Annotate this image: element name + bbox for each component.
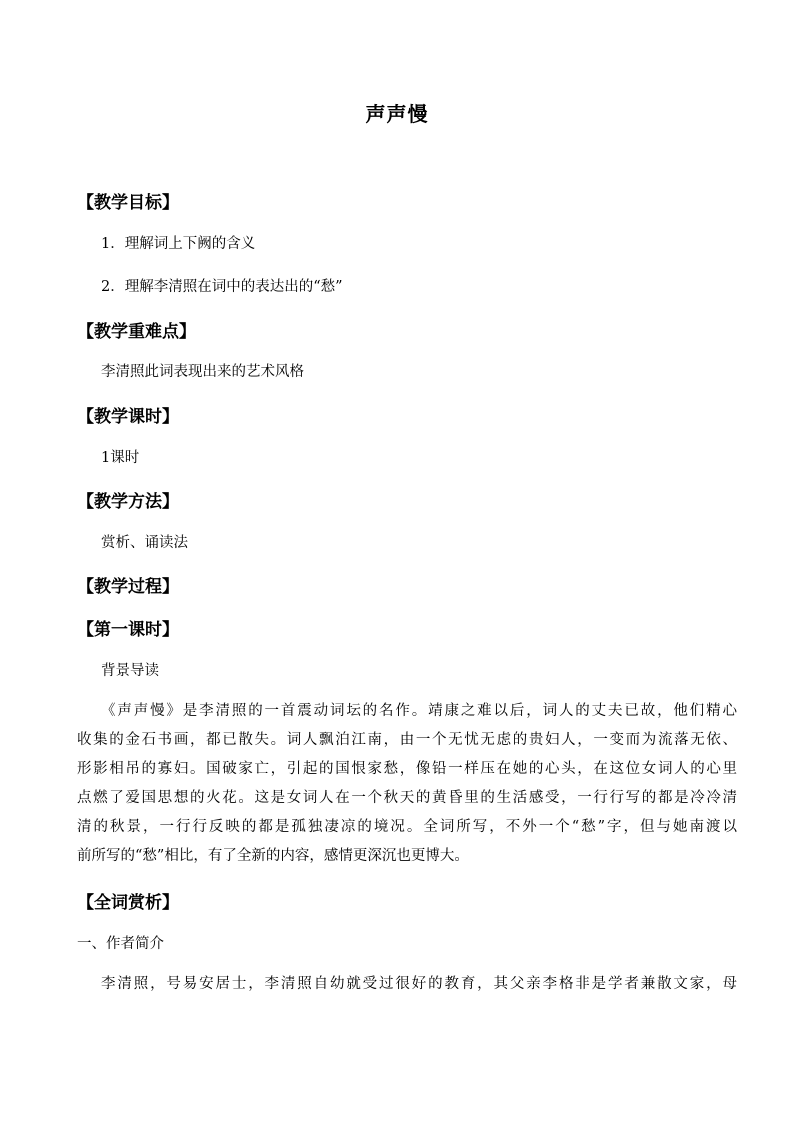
background-reading-subheading: 背景导读 — [101, 663, 159, 679]
paragraph-line: 收集的金石书画，都已散失。词人飘泊江南，由一个无忧无虑的贵妇人，一变而为流落无依、 — [77, 732, 737, 748]
paragraph-line: 前所写的“愁”相比，有了全新的内容，感情更深沉也更博大。 — [77, 848, 469, 864]
class-hours-text: 1课时 — [101, 450, 140, 466]
heading-methods: 【教学方法】 — [77, 492, 179, 512]
heading-class-hours: 【教学课时】 — [77, 407, 179, 427]
author-paragraph — [77, 970, 737, 999]
heading-key-points: 【教学重难点】 — [77, 322, 196, 342]
author-intro-section: 一、作者简介 — [77, 936, 164, 952]
paragraph-line: 形影相吊的寡妇。国破家亡，引起的国恨家愁，像铅一样压在她的心头，在这位女词人的心里 — [77, 761, 737, 777]
heading-appreciation: 【全词赏析】 — [77, 893, 179, 913]
background-paragraph — [77, 697, 737, 871]
heading-first-lesson: 【第一课时】 — [77, 620, 179, 640]
objective-item-1: 1．理解词上下阙的含义 — [101, 236, 256, 252]
paragraph-line: 点燃了爱国思想的火花。这是女词人在一个秋天的黄昏里的生活感受，一行行写的都是冷冷清 — [77, 790, 737, 806]
objective-item-2: 2．理解李清照在词中的表达出的“愁” — [101, 279, 343, 295]
paragraph-line: 《声声慢》是李清照的一首震动词坛的名作。靖康之难以后，词人的丈夫已故，他们精心 — [101, 703, 737, 719]
paragraph-line: 李清照，号易安居士，李清照自幼就受过很好的教育，其父亲李格非是学者兼散文家，母 — [101, 976, 737, 992]
document-title: 声声慢 — [365, 102, 429, 126]
heading-objectives: 【教学目标】 — [77, 193, 179, 213]
key-points-text: 李清照此词表现出来的艺术风格 — [101, 364, 304, 380]
methods-text: 赏析、诵读法 — [101, 535, 188, 551]
paragraph-line: 清的秋景，一行行反映的都是孤独凄凉的境况。全词所写，不外一个“愁”字，但与她南渡以 — [77, 819, 737, 835]
heading-process: 【教学过程】 — [77, 577, 179, 597]
